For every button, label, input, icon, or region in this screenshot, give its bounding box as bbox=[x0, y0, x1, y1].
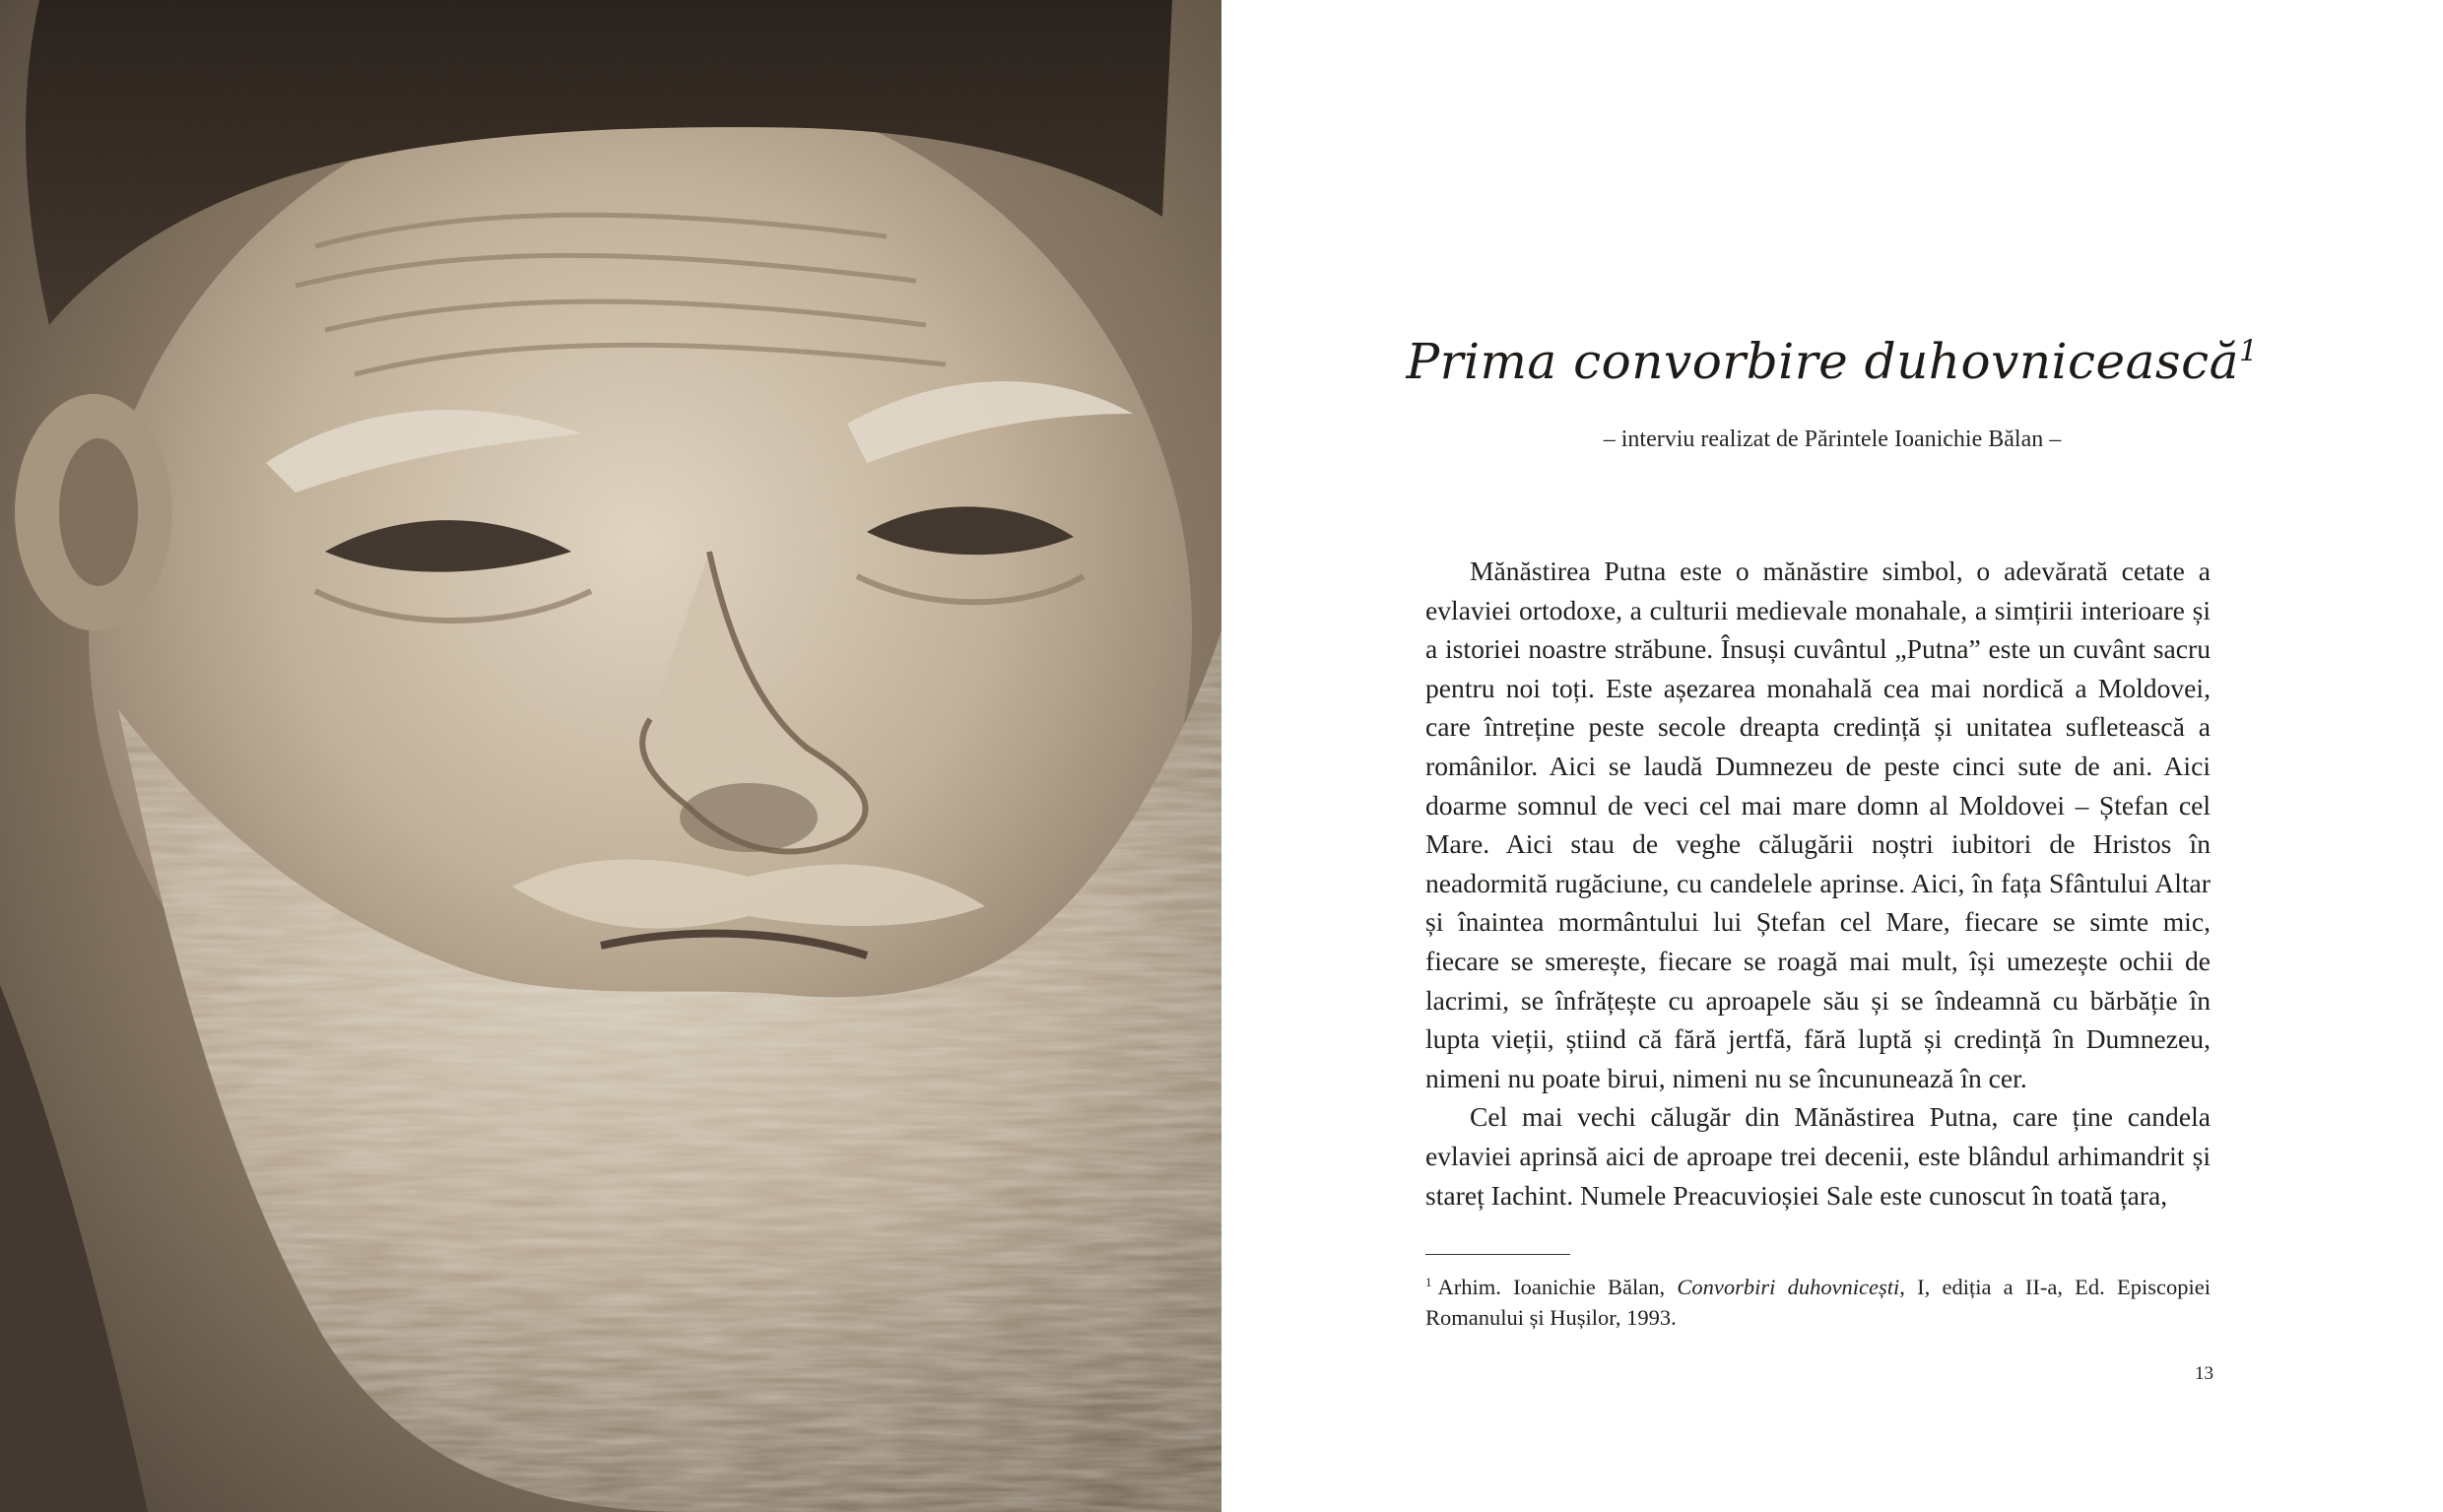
text-page bbox=[1222, 0, 2443, 1512]
footnote-mark: 1 bbox=[1425, 1274, 1432, 1289]
chapter-subtitle: – interviu realizat de Părintele Ioanichie Bălan – bbox=[1603, 427, 2062, 452]
footnote-text-before: Arhim. Ioanichie Bălan, bbox=[1437, 1275, 1678, 1299]
footnote bbox=[1425, 1272, 2211, 1333]
title-footnote-ref: 1 bbox=[2238, 334, 2259, 369]
body-paragraph: Mănăstirea Putna este o mănăstire simbol, o adevărată cetate a evlaviei ortodoxe, a culturii medievale monahale, a simțirii interioare și a istoriei noastre străbune. Însuși cuvântul „Putna” este un cuvânt sacru pentru noi toți. Este așezarea monahală cea mai nordică a Moldovei, care întreține peste secole dreapta credință și unitatea sufletească a românilor. Aici se laudă Dumnezeu de peste cinci sute de ani. Aici doarme somnul de veci cel mai mare domn al Moldovei – Ștefan cel Mare. Aici stau de veghe călugării noștri iubitori de Hristos în neadormită rugăciune, cu candelele aprinse. Aici, în fața Sfântului Altar și înaintea mormântului lui Ștefan cel Mare, fiecare se simte mic, fiecare se smerește, fiecare se roagă mai mult, își umezește ochii de lacrimi, se înfrățește cu aproapele său și se îndeamnă cu bărbăție în lupta vieții, știind că fără jertfă, fără luptă și credință în Dumnezeu, nimeni nu poate birui, nimeni nu se încununează în cer. bbox=[1425, 556, 2211, 1093]
footnote-book-title: Convorbiri duhovnicești bbox=[1677, 1275, 1900, 1299]
body-text bbox=[1425, 552, 2211, 1215]
chapter-title bbox=[1222, 333, 2443, 390]
body-paragraph: Cel mai vechi călugăr din Mănăstirea Putna, care ține candela evlaviei aprinsă aici de aproape trei decenii, este blândul arhimandrit și stareț Iachint. Numele Preacuvioșiei Sale este cunoscut în toată țara, bbox=[1425, 1101, 2211, 1211]
footnote-text-after: , I, ediția a II-a, Ed. Episcopiei Romanului și Hușilor, 1993. bbox=[1425, 1275, 2211, 1330]
footnote-separator bbox=[1425, 1254, 1570, 1255]
chapter-title-text: Prima convorbire duhovnicească bbox=[1406, 333, 2239, 390]
page-number: 13 bbox=[2195, 1363, 2213, 1384]
